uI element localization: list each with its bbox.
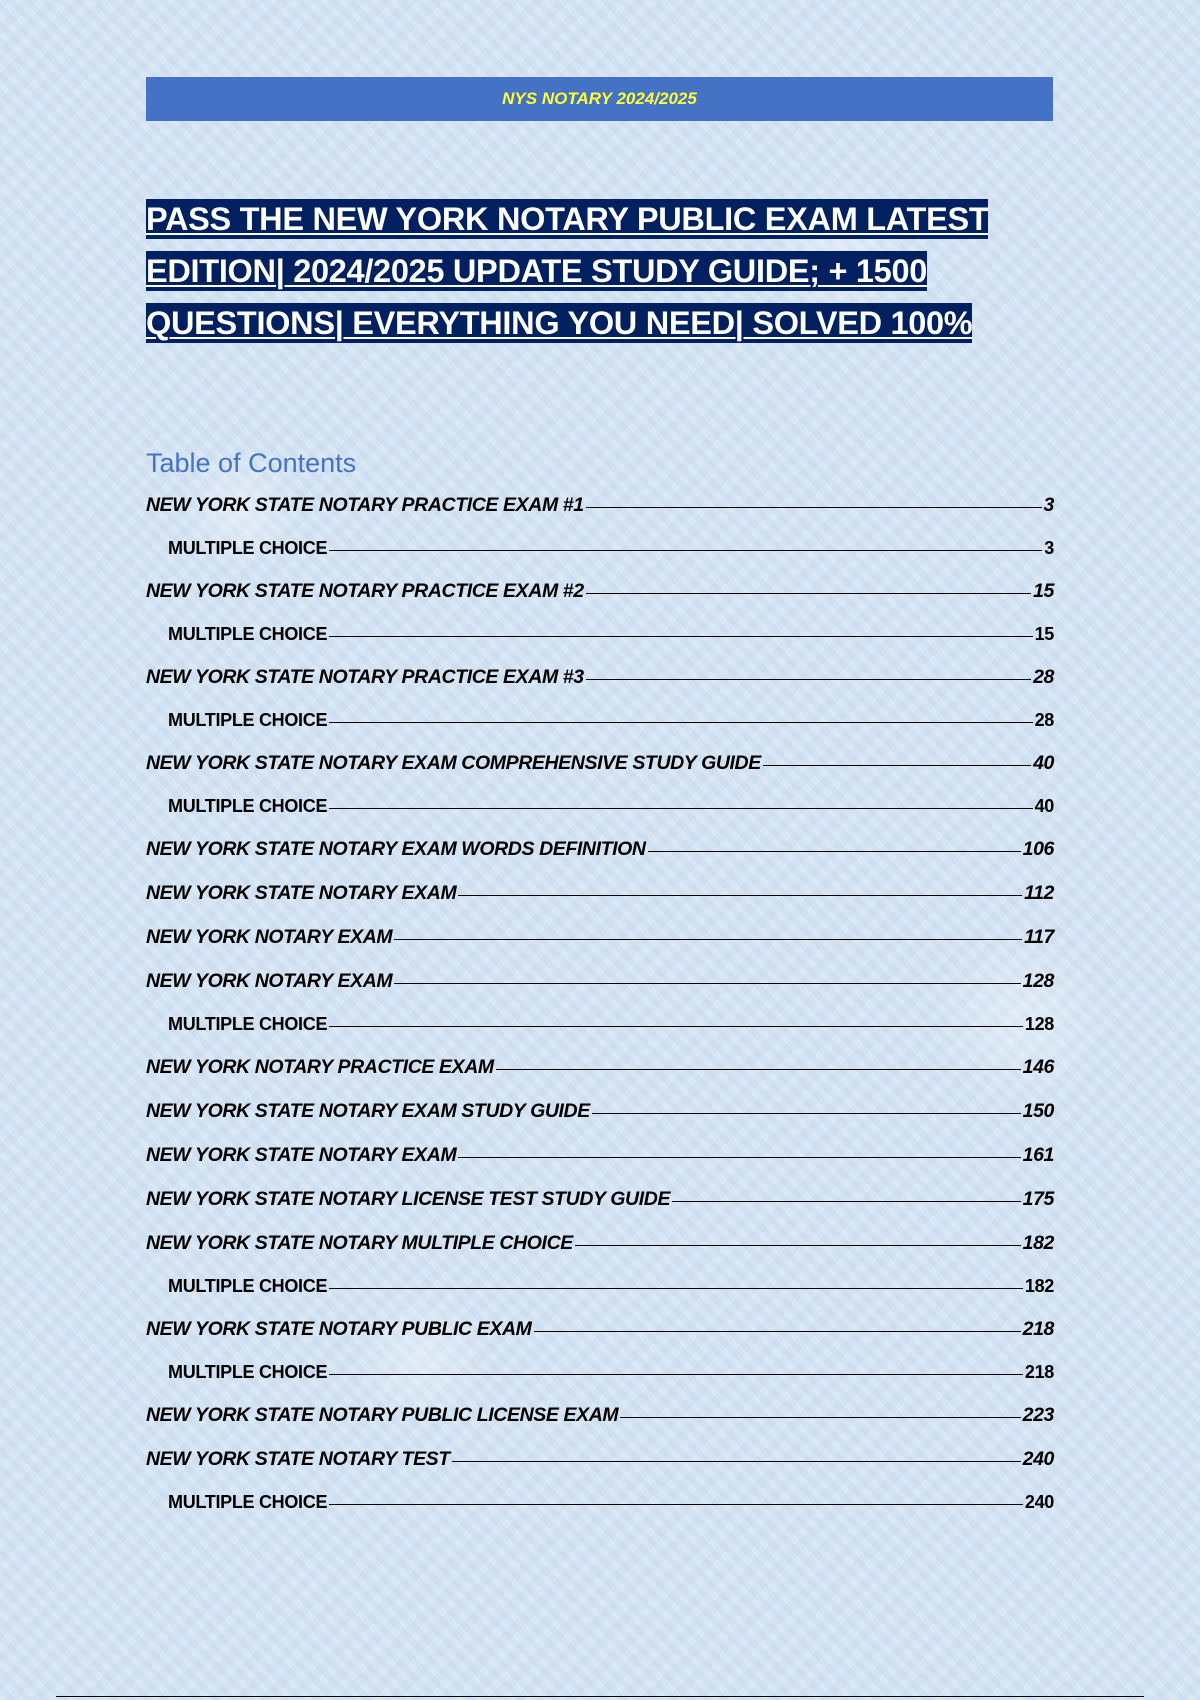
toc-entry-title: NEW YORK STATE NOTARY PUBLIC LICENSE EXAM bbox=[146, 1404, 619, 1426]
toc-entry-title: NEW YORK STATE NOTARY EXAM bbox=[146, 1144, 457, 1166]
toc-page-number: 146 bbox=[1022, 1056, 1054, 1078]
toc-entry-title: MULTIPLE CHOICE bbox=[168, 538, 328, 558]
toc-entry-title: NEW YORK STATE NOTARY PRACTICE EXAM #3 bbox=[146, 666, 584, 688]
toc-entry[interactable] bbox=[146, 1404, 1054, 1448]
toc-entry-title: NEW YORK STATE NOTARY EXAM WORDS DEFINITION bbox=[146, 838, 646, 860]
toc-page-number: 182 bbox=[1022, 1232, 1054, 1254]
toc-page-number: 3 bbox=[1044, 538, 1054, 558]
toc-subentry[interactable] bbox=[146, 710, 1054, 752]
toc-page-number: 3 bbox=[1043, 494, 1054, 516]
toc-subentry[interactable] bbox=[146, 624, 1054, 666]
toc-subentry[interactable] bbox=[146, 1492, 1054, 1534]
toc-page-number: 28 bbox=[1034, 710, 1054, 730]
toc-entry-title: NEW YORK NOTARY PRACTICE EXAM bbox=[146, 1056, 494, 1078]
toc-page-number: 106 bbox=[1022, 838, 1054, 860]
toc-entry[interactable] bbox=[146, 882, 1054, 926]
toc-entry[interactable] bbox=[146, 1188, 1054, 1232]
toc-leader-line bbox=[394, 983, 1020, 984]
toc-leader-line bbox=[586, 593, 1031, 594]
toc-entry-title: NEW YORK STATE NOTARY PUBLIC EXAM bbox=[146, 1318, 532, 1340]
toc-entry-title: NEW YORK STATE NOTARY PRACTICE EXAM #2 bbox=[146, 580, 584, 602]
title-line: PASS THE NEW YORK NOTARY PUBLIC EXAM LATEST bbox=[146, 201, 989, 237]
toc-entry[interactable] bbox=[146, 970, 1054, 1014]
toc-entry-title: NEW YORK NOTARY EXAM bbox=[146, 926, 393, 948]
toc-page-number: 161 bbox=[1022, 1144, 1054, 1166]
toc-page-number: 175 bbox=[1022, 1188, 1054, 1210]
toc-page-number: 40 bbox=[1033, 752, 1054, 774]
toc-entry-title: NEW YORK STATE NOTARY MULTIPLE CHOICE bbox=[146, 1232, 573, 1254]
toc-entry[interactable] bbox=[146, 1100, 1054, 1144]
toc-entry-title: NEW YORK STATE NOTARY LICENSE TEST STUDY GUIDE bbox=[146, 1188, 671, 1210]
toc-leader-line bbox=[329, 550, 1042, 551]
toc-leader-line bbox=[763, 765, 1031, 766]
toc-entry[interactable] bbox=[146, 1232, 1054, 1276]
toc-entry[interactable] bbox=[146, 494, 1054, 538]
toc-subentry[interactable] bbox=[146, 796, 1054, 838]
toc-page-number: 218 bbox=[1024, 1362, 1054, 1382]
toc-entry-title: MULTIPLE CHOICE bbox=[168, 710, 328, 730]
toc-page-number: 150 bbox=[1022, 1100, 1054, 1122]
toc-page-number: 128 bbox=[1022, 970, 1054, 992]
header-bar bbox=[146, 77, 1053, 121]
document-title bbox=[146, 193, 1046, 349]
title-line: QUESTIONS| EVERYTHING YOU NEED| SOLVED 100% bbox=[146, 305, 973, 341]
toc-leader-line bbox=[394, 939, 1022, 940]
toc-page-number: 15 bbox=[1034, 624, 1054, 644]
toc-leader-line bbox=[534, 1331, 1021, 1332]
toc-leader-line bbox=[648, 851, 1021, 852]
toc-subentry[interactable] bbox=[146, 1014, 1054, 1056]
toc-leader-line bbox=[329, 1374, 1023, 1375]
toc-entry-title: MULTIPLE CHOICE bbox=[168, 1014, 328, 1034]
toc-leader-line bbox=[620, 1417, 1020, 1418]
toc-page-number: 182 bbox=[1024, 1276, 1054, 1296]
toc-entry-title: MULTIPLE CHOICE bbox=[168, 796, 328, 816]
toc-leader-line bbox=[592, 1113, 1021, 1114]
toc-entry-title: NEW YORK STATE NOTARY EXAM COMPREHENSIVE STUDY GUIDE bbox=[146, 752, 761, 774]
toc-page-number: 112 bbox=[1024, 882, 1054, 904]
toc-leader-line bbox=[496, 1069, 1021, 1070]
toc-page-number: 15 bbox=[1033, 580, 1054, 602]
toc-entry-title: NEW YORK STATE NOTARY TEST bbox=[146, 1448, 450, 1470]
toc-entry[interactable] bbox=[146, 666, 1054, 710]
toc-leader-line bbox=[458, 1157, 1020, 1158]
toc-page-number: 40 bbox=[1034, 796, 1054, 816]
toc-entry-title: MULTIPLE CHOICE bbox=[168, 1492, 328, 1512]
toc-subentry[interactable] bbox=[146, 1362, 1054, 1404]
toc-subentry[interactable] bbox=[146, 538, 1054, 580]
toc-leader-line bbox=[329, 636, 1032, 637]
toc-entry[interactable] bbox=[146, 926, 1054, 970]
toc-page-number: 218 bbox=[1022, 1318, 1054, 1340]
toc-page-number: 117 bbox=[1024, 926, 1054, 948]
toc-leader-line bbox=[586, 679, 1031, 680]
toc-leader-line bbox=[329, 808, 1032, 809]
toc-leader-line bbox=[329, 1288, 1023, 1289]
toc-page-number: 28 bbox=[1033, 666, 1054, 688]
toc-entry[interactable] bbox=[146, 752, 1054, 796]
toc-entry-title: NEW YORK STATE NOTARY EXAM bbox=[146, 882, 457, 904]
table-of-contents bbox=[146, 494, 1054, 1534]
header-text: NYS NOTARY 2024/2025 bbox=[502, 89, 697, 108]
title-line: EDITION| 2024/2025 UPDATE STUDY GUIDE; + 1500 bbox=[146, 253, 928, 289]
toc-page-number: 240 bbox=[1024, 1492, 1054, 1512]
toc-entry[interactable] bbox=[146, 838, 1054, 882]
toc-leader-line bbox=[458, 895, 1022, 896]
toc-entry[interactable] bbox=[146, 1318, 1054, 1362]
toc-leader-line bbox=[672, 1201, 1021, 1202]
toc-entry[interactable] bbox=[146, 580, 1054, 624]
toc-leader-line bbox=[329, 1504, 1023, 1505]
toc-leader-line bbox=[586, 507, 1042, 508]
toc-entry-title: MULTIPLE CHOICE bbox=[168, 1276, 328, 1296]
toc-entry[interactable] bbox=[146, 1144, 1054, 1188]
toc-entry-title: MULTIPLE CHOICE bbox=[168, 624, 328, 644]
toc-entry[interactable] bbox=[146, 1448, 1054, 1492]
toc-page-number: 128 bbox=[1024, 1014, 1054, 1034]
toc-leader-line bbox=[452, 1461, 1021, 1462]
toc-page-number: 240 bbox=[1022, 1448, 1054, 1470]
toc-leader-line bbox=[575, 1245, 1021, 1246]
footer-divider bbox=[56, 1696, 1144, 1697]
toc-heading: Table of Contents bbox=[146, 448, 357, 478]
toc-page-number: 223 bbox=[1022, 1404, 1054, 1426]
toc-leader-line bbox=[329, 1026, 1023, 1027]
toc-entry-title: NEW YORK STATE NOTARY PRACTICE EXAM #1 bbox=[146, 494, 584, 516]
toc-entry-title: NEW YORK NOTARY EXAM bbox=[146, 970, 393, 992]
toc-entry-title: NEW YORK STATE NOTARY EXAM STUDY GUIDE bbox=[146, 1100, 590, 1122]
toc-entry-title: MULTIPLE CHOICE bbox=[168, 1362, 328, 1382]
toc-subentry[interactable] bbox=[146, 1276, 1054, 1318]
toc-leader-line bbox=[329, 722, 1032, 723]
toc-entry[interactable] bbox=[146, 1056, 1054, 1100]
